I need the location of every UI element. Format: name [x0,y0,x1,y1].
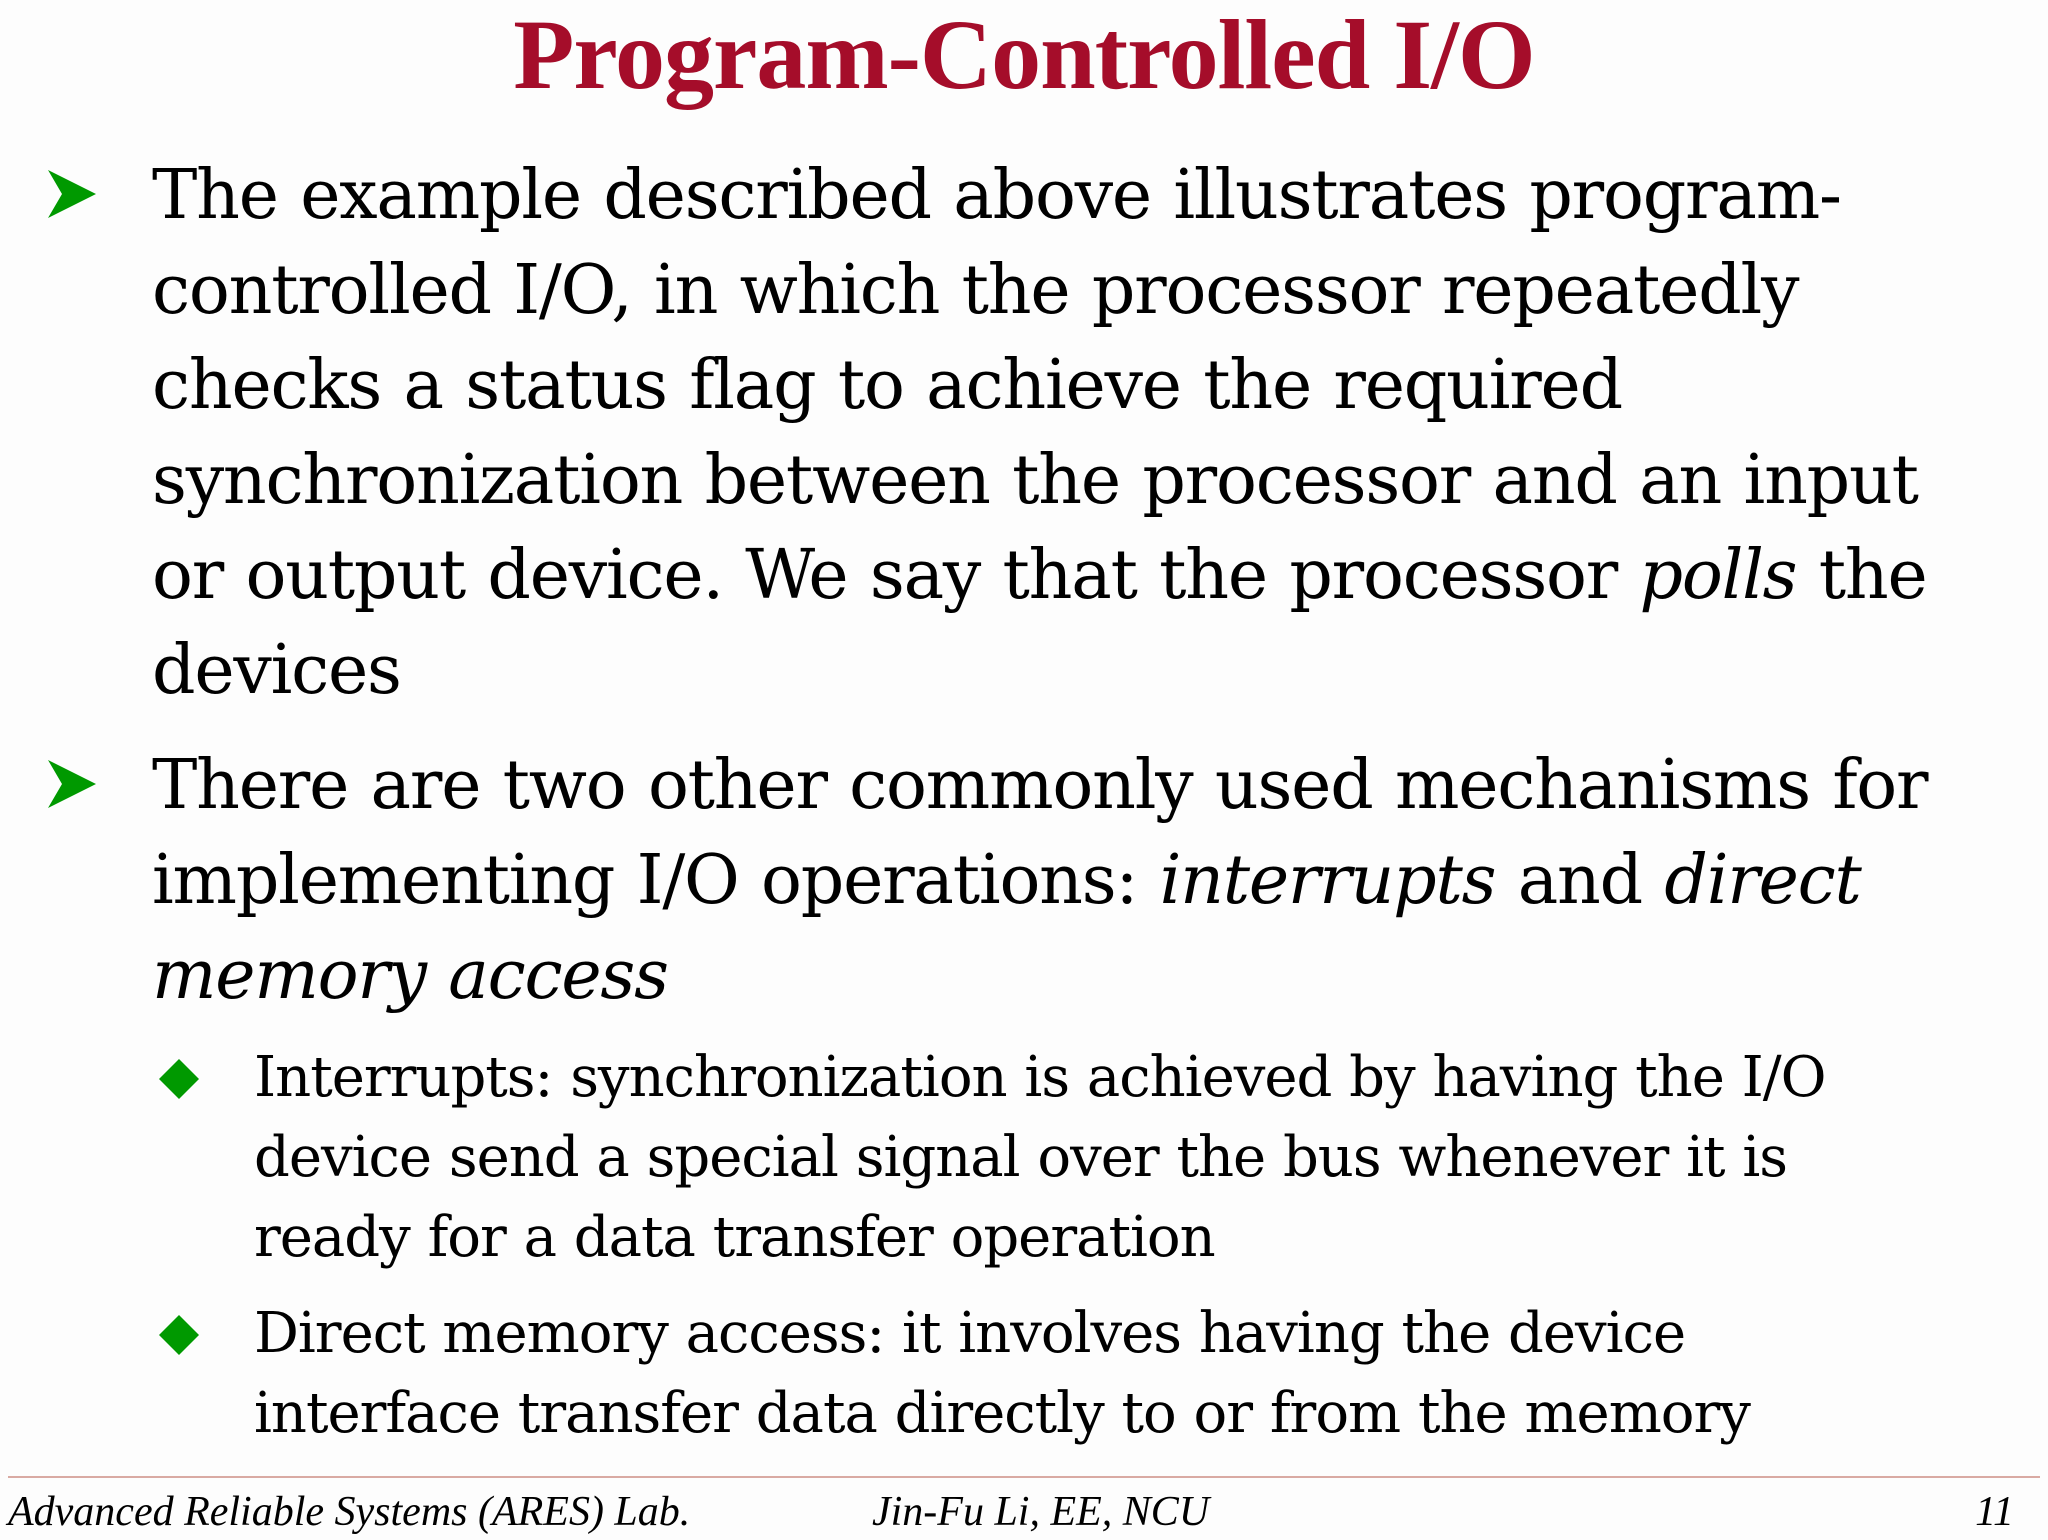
emphasis-interrupts: interrupts [1159,841,1496,920]
sub-bullet-2-line-1: Direct memory access: it involves having the device [254,1301,1686,1366]
bullet-2-line-2a: implementing I/O operations: [152,841,1160,920]
bullet-1-line-5a: or output device. We say that the processor [152,536,1640,615]
bullet-1-line-6: devices [152,631,401,710]
diamond-bullet-icon [158,1058,200,1100]
bullet-2-line-1: There are two other commonly used mechanisms for [152,746,1928,825]
footer-author: Jin-Fu Li, EE, NCU [872,1489,1210,1535]
slide-title: Program-Controlled I/O [513,0,1535,110]
sub-bullet-2-text [254,1294,2014,1454]
bullet-1-text [152,148,2012,718]
sub-bullet-1-text [254,1038,2014,1278]
emphasis-memory-access: memory access [152,936,668,1015]
diamond-bullet-icon [158,1314,200,1356]
footer-lab-name: Advanced Reliable Systems (ARES) Lab. [8,1489,691,1535]
sub-bullet-1-line-1: Interrupts: synchronization is achieved by having the I/O [254,1045,1826,1110]
footer-divider [8,1476,2040,1478]
bullet-1-line-5c: the [1796,536,1927,615]
sub-bullet-1-line-3: ready for a data transfer operation [254,1205,1215,1270]
emphasis-direct: direct [1664,841,1861,920]
sub-bullet-1-line-2: device send a special signal over the bus whenever it is [254,1125,1787,1190]
bullet-2-line-2c: and [1495,841,1665,920]
footer-page-number: 11 [1975,1489,2014,1535]
sub-bullet-2-line-2: interface transfer data directly to or from the memory [254,1381,1750,1446]
emphasis-polls: polls [1639,536,1797,615]
arrowhead-bullet-icon [44,166,100,222]
bullet-2-text [152,738,2012,1023]
bullet-1-line-2: controlled I/O, in which the processor repeatedly [152,251,1799,330]
bullet-1-line-4: synchronization between the processor and an input [152,441,1918,520]
arrowhead-bullet-icon [44,756,100,812]
bullet-1-line-3: checks a status flag to achieve the required [152,346,1622,425]
bullet-1-line-1: The example described above illustrates program- [152,156,1841,235]
